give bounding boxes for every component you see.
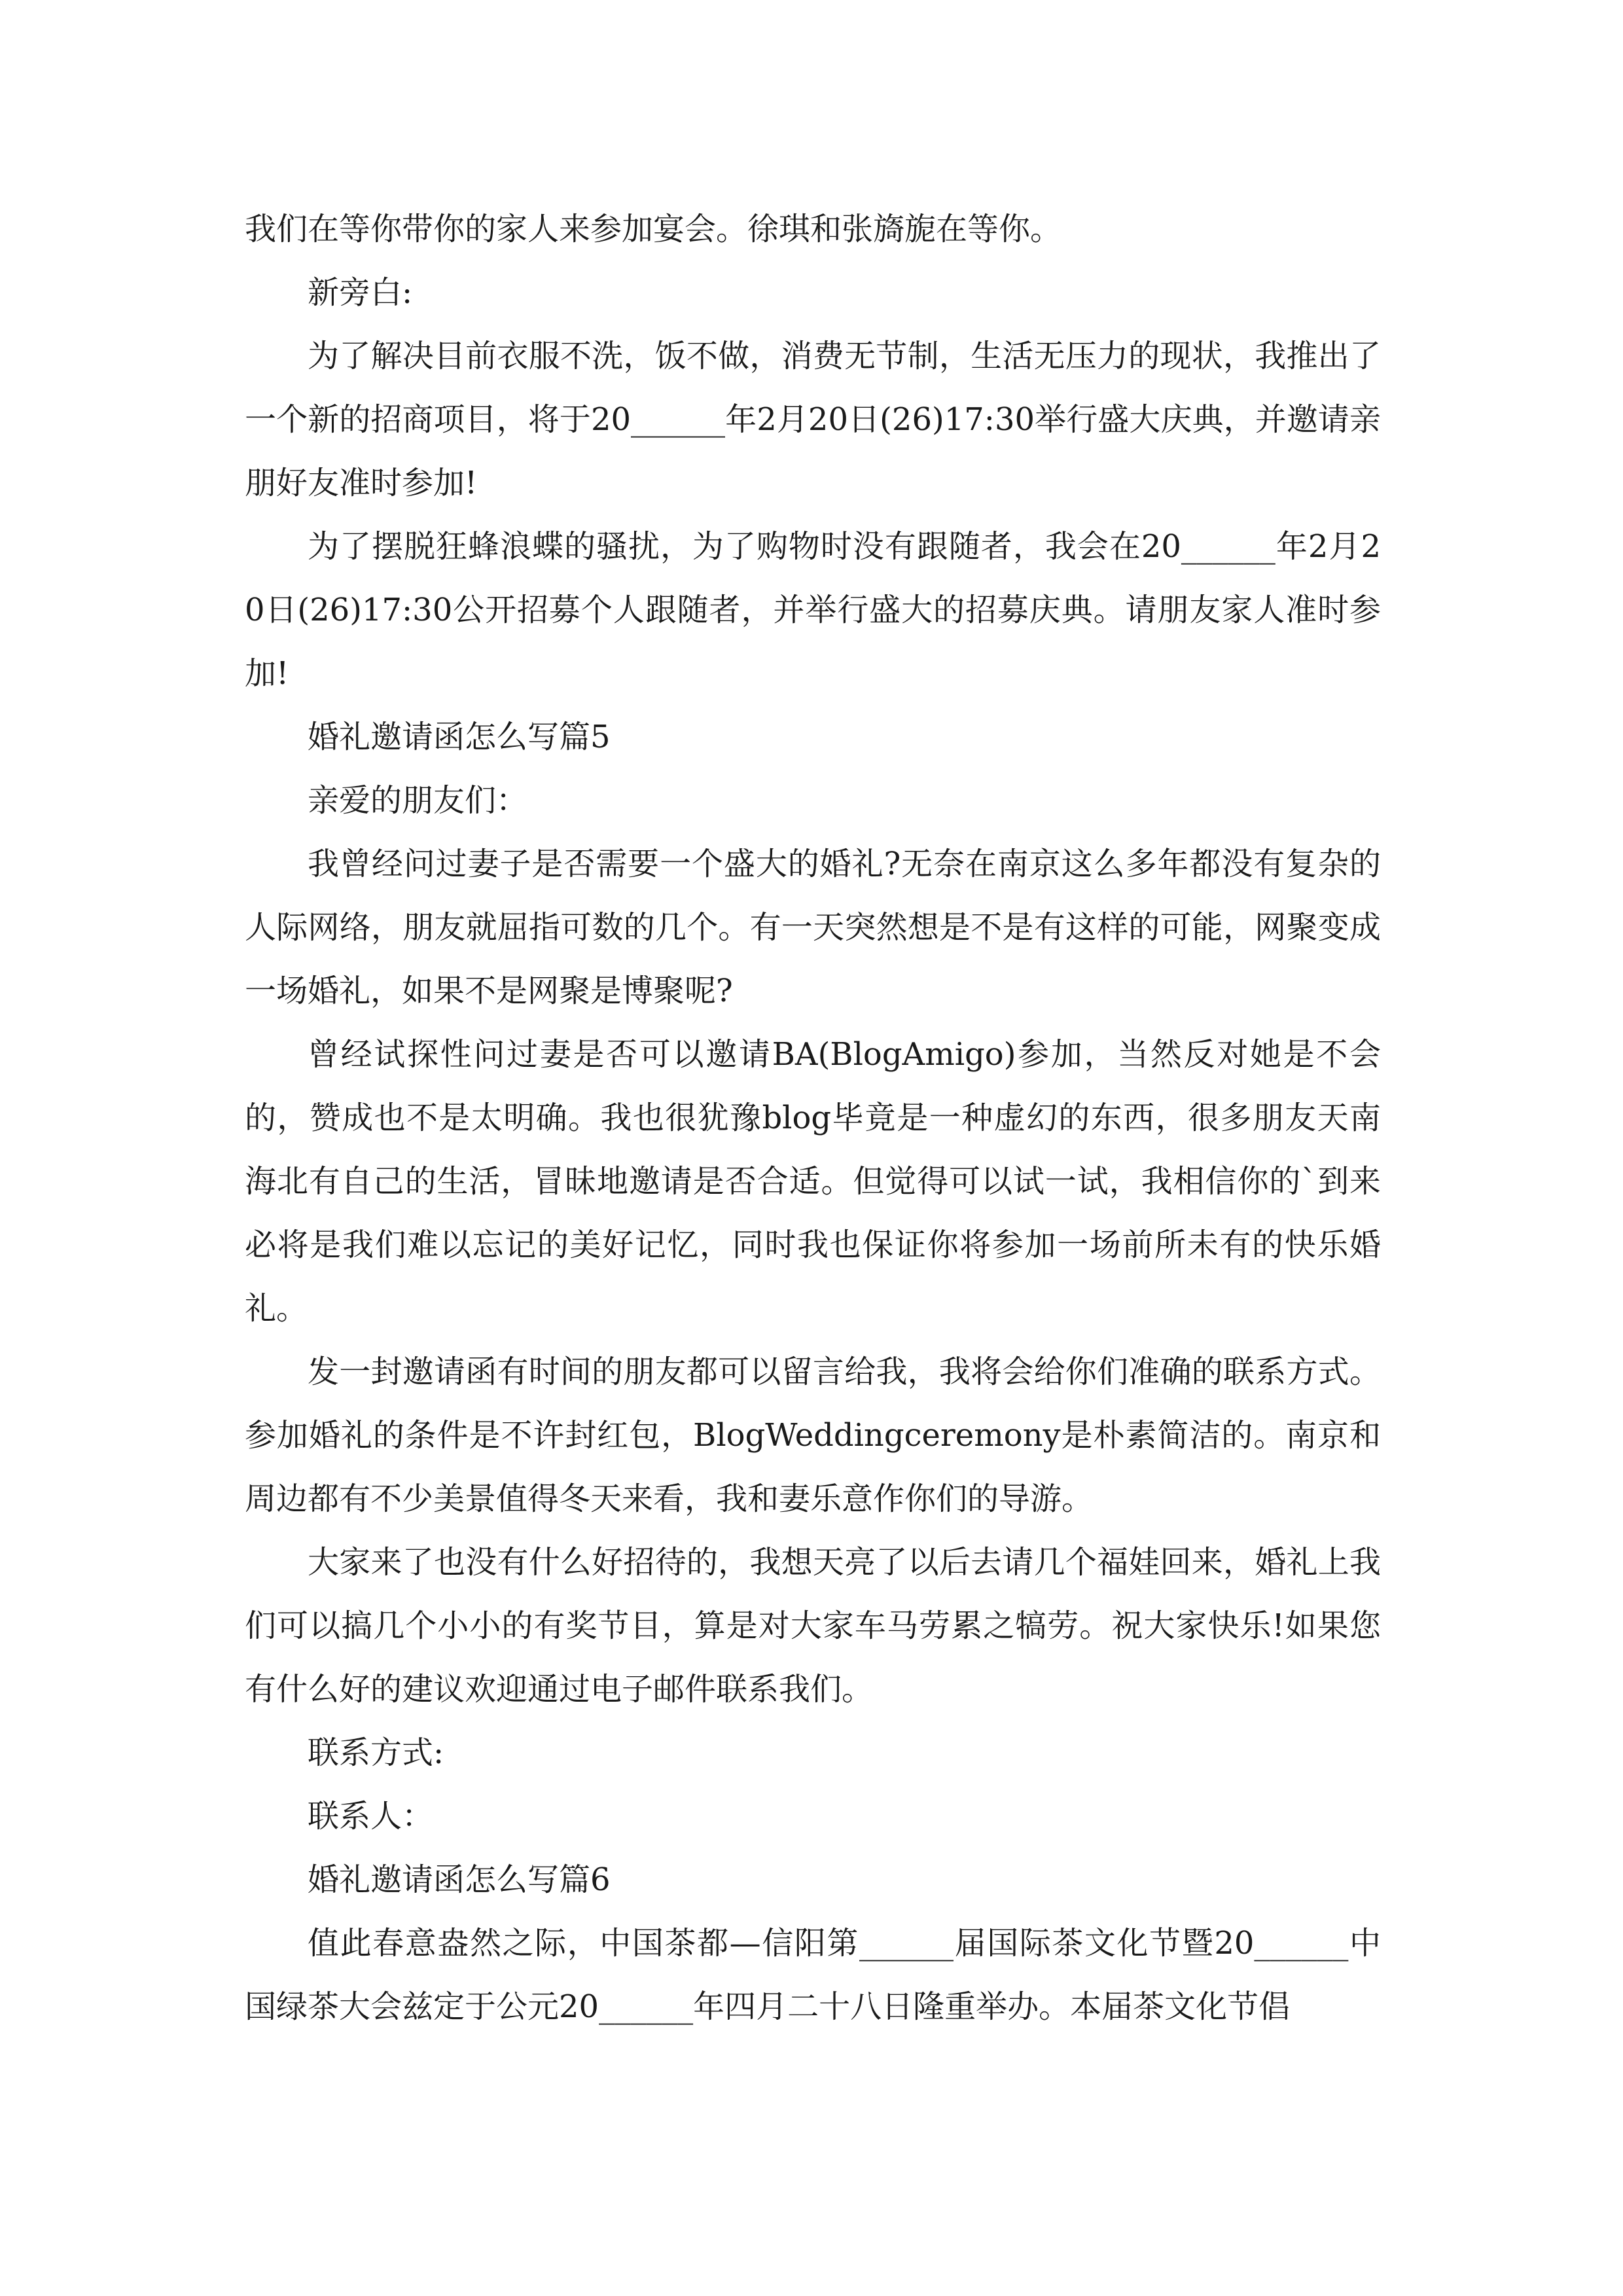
salutation: 亲爱的朋友们： bbox=[308, 782, 528, 819]
contact-person-label: 联系人： bbox=[308, 1798, 434, 1835]
paragraph: 为了摆脱狂蜂浪蝶的骚扰，为了购物时没有跟随者，我会在20______年2月20日(26)17:30公开招募个人跟随者，并举行盛大的招募庆典。请朋友家人准时参加! bbox=[245, 528, 1381, 692]
paragraph-continued: 我们在等你带你的家人来参加宴会。徐琪和张旖旎在等你。 bbox=[245, 211, 1062, 247]
section-heading: 婚礼邀请函怎么写篇5 bbox=[308, 719, 611, 755]
paragraph: 我曾经问过妻子是否需要一个盛大的婚礼?无奈在南京这么多年都没有复杂的人际网络，朋友就屈指可数的几个。有一天突然想是不是有这样的可能，网聚变成一场婚礼，如果不是网聚是博聚呢? bbox=[245, 846, 1381, 1009]
paragraph: 为了解决目前衣服不洗，饭不做，消费无节制，生活无压力的现状，我推出了一个新的招商项目，将于20______年2月20日(26)17:30举行盛大庆典，并邀请亲朋好友准时参加! bbox=[245, 338, 1381, 501]
section-heading: 婚礼邀请函怎么写篇6 bbox=[308, 1861, 611, 1898]
paragraph-narration-heading: 新旁白: bbox=[308, 274, 413, 311]
document-body bbox=[245, 198, 1381, 2039]
paragraph: 曾经试探性问过妻是否可以邀请BA(BlogAmigo)参加，当然反对她是不会的，赞成也不是太明确。我也很犹豫blog毕竟是一种虚幻的东西，很多朋友天南海北有自己的生活，冒昧地邀请是否合适。但觉得可以试一试，我相信你的`到来必将是我们难以忘记的美好记忆，同时我也保证你将参加一场前所未有的快乐婚礼。 bbox=[245, 1036, 1381, 1327]
paragraph: 值此春意盎然之际，中国茶都—信阳第______届国际茶文化节暨20______中国绿茶大会兹定于公元20______年四月二十八日隆重举办。本届茶文化节倡 bbox=[245, 1925, 1381, 2025]
paragraph: 大家来了也没有什么好招待的，我想天亮了以后去请几个福娃回来，婚礼上我们可以搞几个小小的有奖节目，算是对大家车马劳累之犒劳。祝大家快乐!如果您有什么好的建议欢迎通过电子邮件联系我们。 bbox=[245, 1544, 1381, 1708]
contact-method-label: 联系方式: bbox=[308, 1734, 444, 1771]
paragraph: 发一封邀请函有时间的朋友都可以留言给我，我将会给你们准确的联系方式。参加婚礼的条件是不许封红包，BlogWeddingceremony是朴素简洁的。南京和周边都有不少美景值得冬天来看，我和妻乐意作你们的导游。 bbox=[245, 1354, 1381, 1517]
